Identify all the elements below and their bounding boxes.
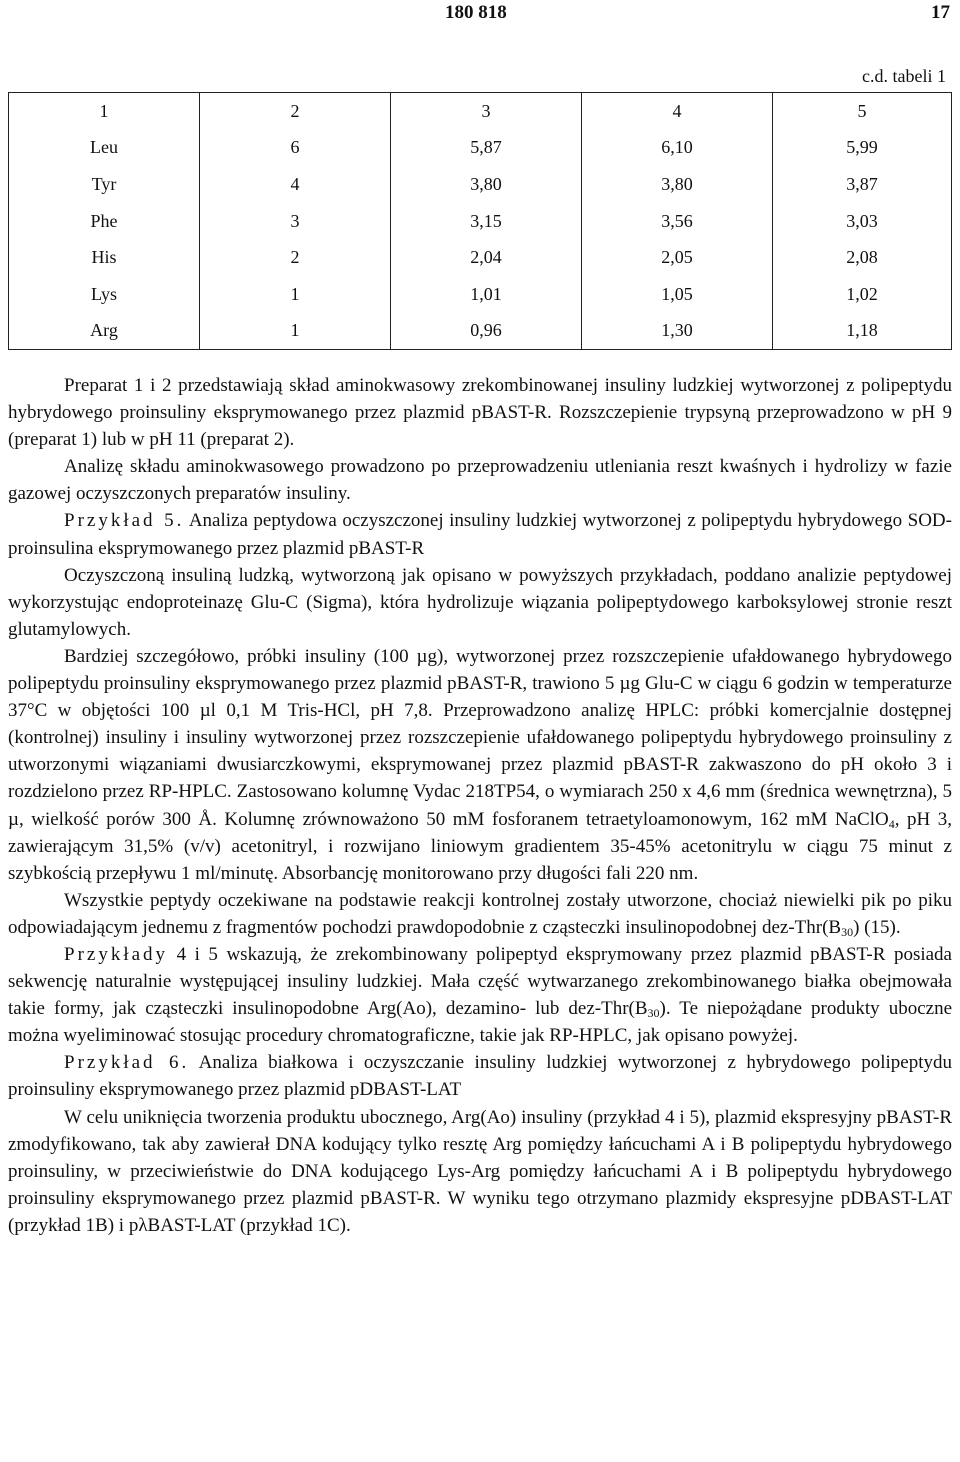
table-cell: 5,87: [391, 130, 582, 167]
table-cell: 2,08: [773, 239, 952, 276]
paragraph-purified-insulin: [8, 562, 952, 643]
table-cell: 3,15: [391, 203, 582, 240]
paragraph-text: Oczyszczoną insuliną ludzką, wytworzoną jak opisano w powyższych przykładach, poddano analizie peptydowej wykorzystując endoproteinazę Glu-C (Sigma), która hydrolizuje wiązania polipeptydowego karboksylowej stronie reszt glutamylowych.: [8, 564, 952, 640]
paragraph-text: Analiza peptydowa oczyszczonej insuliny ludzkiej wytworzonej z polipeptydu hybrydowego SOD-proinsulina eksprymowanego przez plazmid pBAST-R: [8, 510, 952, 559]
paragraph-text: 4 i 5 wskazują, że zrekombinowany polipeptyd eksprymowany przez plazmid pBAST-R posiada sekwencję naturalnie występującej insuliny ludzkiej. Mała część wytwarzanego zrekombinowanego białka obejmowała takie formy, jak cząsteczki insulinopodobne Arg(Ao), dezamino- lub dez-Thr(B: [8, 943, 952, 1020]
table-cell: 3,80: [582, 166, 773, 203]
subscript: 30: [841, 924, 854, 939]
paragraph-plasmid-modification: [8, 1104, 952, 1239]
table-cell: 2: [200, 93, 391, 130]
table-cell: 3: [200, 203, 391, 240]
body-text: [8, 372, 952, 1239]
page-number: 17: [931, 2, 950, 23]
example-6-heading: [8, 1049, 952, 1103]
table-cell: 4: [582, 93, 773, 130]
table-row: [9, 130, 952, 167]
table-row: [9, 203, 952, 240]
paragraph-text: ). Te niepożądane produkty uboczne można wyeliminować stosując procedury chromatograficzne, takie jak RP-HPLC, jak opisano powyżej.: [8, 998, 953, 1047]
table-cell: 1: [9, 93, 200, 130]
table-cell: 3: [391, 93, 582, 130]
example-label: Przykład 6.: [64, 1052, 190, 1074]
paragraph-details: [8, 643, 952, 887]
table-cell: Lys: [9, 276, 200, 313]
amino-acid-table: [8, 92, 952, 350]
table-cell: 1,05: [582, 276, 773, 313]
table-cell: 3,80: [391, 166, 582, 203]
table-cell: 0,96: [391, 313, 582, 350]
paragraph-analysis: [8, 453, 952, 507]
table-cell: 3,56: [582, 203, 773, 240]
table-cell: 5,99: [773, 130, 952, 167]
paragraph-text: Analiza białkowa i oczyszczanie insuliny ludzkiej wytworzonej z hybrydowego polipeptydu proinsuliny eksprymowanego przez plazmid pDBAST-LAT: [8, 1052, 953, 1101]
table-row: [9, 166, 952, 203]
table-cell: 1,30: [582, 313, 773, 350]
table-cell: 2: [200, 239, 391, 276]
table-cell: Phe: [9, 203, 200, 240]
subscript: 4: [888, 816, 895, 831]
table-cell: 4: [200, 166, 391, 203]
table-cell: 1: [200, 313, 391, 350]
paragraph-text: Wszystkie peptydy oczekiwane na podstawie reakcji kontrolnej zostały utworzone, chociaż niewielki pik po piku odpowiadającym jednemu z fragmentów pochodzi prawdopodobnie z cząsteczki insulinopodobnej dez-Thr(B: [8, 889, 952, 938]
paragraph-text: ) (15).: [853, 916, 901, 938]
table-cell: 2,04: [391, 239, 582, 276]
table-cell: 1,02: [773, 276, 952, 313]
example-label: Przykłady: [64, 943, 169, 965]
table-cell: Leu: [9, 130, 200, 167]
paragraph-text: Preparat 1 i 2 przedstawiają skład aminokwasowy zrekombinowanej insuliny ludzkiej wytworzonej z polipeptydu hybrydowego proinsuliny eksprymowanego przez plazmid pBAST-R. Rozszczepienie trypsyną przeprowadzono w pH 9 (preparat 1) lub w pH 11 (preparat 2).: [8, 375, 952, 451]
table-row: [9, 239, 952, 276]
table-cell: 6,10: [582, 130, 773, 167]
example-5-heading: [8, 507, 952, 561]
table-header-row: [9, 93, 952, 130]
table-cell: 2,05: [582, 239, 773, 276]
paragraph-examples-4-5: [8, 941, 952, 1049]
example-label: Przykład 5.: [64, 510, 185, 532]
patent-number: 180 818: [445, 2, 507, 23]
table-cell: 1: [200, 276, 391, 313]
table-cell: 6: [200, 130, 391, 167]
table-row: [9, 313, 952, 350]
paragraph-text: Bardziej szczegółowo, próbki insuliny (100 µg), wytworzonej przez rozszczepienie ufałdowanego hybrydowego polipeptydu proinsuliny eksprymowanego przez plazmid pBAST-R, trawiono 5 µg Glu-C w ciągu 6 godzin w temperaturze 37°C w objętości 100 µl 0,1 M Tris-HCl, pH 7,8. Przeprowadzono analizę HPLC: próbki komercjalnie dostępnej (kontrolnej) insuliny i insuliny wytworzonej przez rozszczepienie ufałdowanego polipeptydu hybrydowego proinsuliny z utworzonymi wiązaniami dwusiarczkowymi, eksprymowanej przez plazmid pBAST-R zakwaszono do pH około 3 i rozdzielono przez RP-HPLC. Zastosowano kolumnę Vydac 218TP54, o wymiarach 250 x 4,6 mm (średnica wewnętrzna), 5 µ, wielkość porów 300 Å. Kolumnę zrównoważono 50 mM fosforanem tetraetyloamonowym, 162 mM NaClO: [8, 645, 952, 830]
table-cell: 3,03: [773, 203, 952, 240]
table-cell: 1,01: [391, 276, 582, 313]
table-cell: His: [9, 239, 200, 276]
table-cell: 3,87: [773, 166, 952, 203]
table-cell: 1,18: [773, 313, 952, 350]
table-continuation-label: c.d. tabeli 1: [862, 66, 946, 86]
paragraph-text: W celu uniknięcia tworzenia produktu ubocznego, Arg(Ao) insuliny (przykład 4 i 5), plazmid ekspresyjny pBAST-R zmodyfikowano, tak aby zawierał DNA kodujący tylko resztę Arg pomiędzy łańcuchami A i B polipeptydu hybrydowego proinsuliny, w przeciwieństwie do DNA kodującego Lys-Arg pomiędzy łańcuchami A i B polipeptydu hybrydowego proinsuliny eksprymowanego przez plazmid pBAST-R. W wyniku tego otrzymano plazmidy ekspresyjne pDBAST-LAT (przykład 1B) i pλBAST-LAT (przykład 1C).: [8, 1106, 952, 1236]
paragraph-preparations: [8, 372, 952, 453]
paragraph-peptides: [8, 887, 952, 941]
paragraph-text: , pH 3, zawierającym 31,5% (v/v) acetonitryl, i rozwijano liniowym gradientem 35-45% acetonitrylu w ciągu 75 minut z szybkością przepływu 1 ml/minutę. Absorbancję monitorowano przy długości fali 220 nm.: [8, 808, 952, 884]
table-cell: Tyr: [9, 166, 200, 203]
paragraph-text: Analizę składu aminokwasowego prowadzono po przeprowadzeniu utleniania reszt kwaśnych i hydrolizy w fazie gazowej oczyszczonych preparatów insuliny.: [8, 456, 952, 505]
subscript: 30: [647, 1006, 660, 1021]
table-cell: 5: [773, 93, 952, 130]
table-cell: Arg: [9, 313, 200, 350]
table-row: [9, 276, 952, 313]
